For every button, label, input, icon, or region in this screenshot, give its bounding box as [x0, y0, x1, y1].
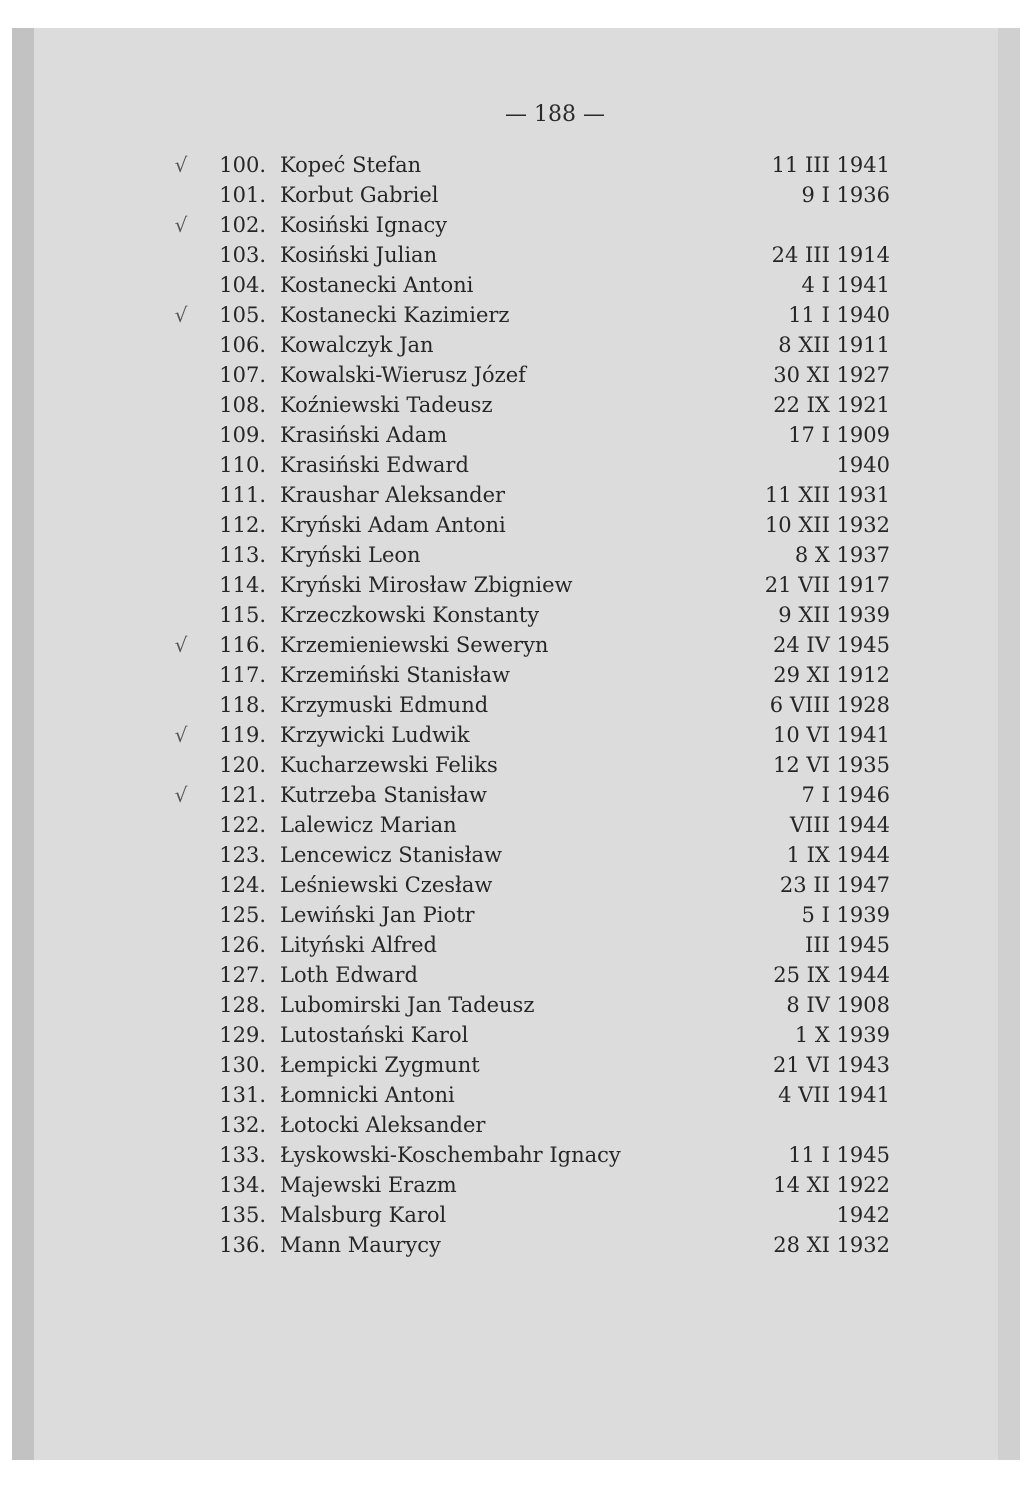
list-item [0, 210, 1024, 240]
page-number: — 188 — [505, 102, 605, 127]
entry-number: 117. [219, 663, 266, 687]
entry-number: 123. [219, 843, 266, 867]
entry-number: 129. [219, 1023, 266, 1047]
entry-number: 132. [219, 1113, 266, 1137]
entry-name: Kowalczyk Jan [280, 333, 434, 357]
entry-name: Kostanecki Kazimierz [280, 303, 510, 327]
list-item [0, 870, 1024, 900]
list-item [0, 420, 1024, 450]
entry-date: 22 IX 1921 [773, 393, 890, 417]
list-item [0, 1230, 1024, 1260]
list-item [0, 480, 1024, 510]
list-item [0, 930, 1024, 960]
entries-list [0, 150, 1024, 1260]
list-item [0, 990, 1024, 1020]
entry-date: 29 XI 1912 [773, 663, 890, 687]
entry-name: Krzywicki Ludwik [280, 723, 470, 747]
entry-name: Mann Maurycy [280, 1233, 441, 1257]
entry-date: 8 XII 1911 [778, 333, 890, 357]
list-item [0, 150, 1024, 180]
entry-date: 14 XI 1922 [773, 1173, 890, 1197]
entry-number: 136. [219, 1233, 266, 1257]
entry-number: 110. [219, 453, 266, 477]
entry-number: 119. [219, 723, 266, 747]
list-item [0, 1200, 1024, 1230]
entry-date: 1942 [836, 1203, 890, 1227]
list-item [0, 840, 1024, 870]
entry-number: 127. [219, 963, 266, 987]
entry-date: 4 VII 1941 [778, 1083, 890, 1107]
entry-number: 134. [219, 1173, 266, 1197]
entry-name: Kryński Adam Antoni [280, 513, 506, 537]
list-item [0, 960, 1024, 990]
entry-date: 17 I 1909 [788, 423, 890, 447]
entry-date: 30 XI 1927 [773, 363, 890, 387]
list-item [0, 600, 1024, 630]
entry-date: 11 I 1945 [788, 1143, 890, 1167]
entry-number: 133. [219, 1143, 266, 1167]
entry-date: 7 I 1946 [801, 783, 890, 807]
entry-name: Lencewicz Stanisław [280, 843, 502, 867]
entry-date: 25 IX 1944 [773, 963, 890, 987]
entry-name: Koźniewski Tadeusz [280, 393, 493, 417]
entry-name: Kutrzeba Stanisław [280, 783, 488, 807]
list-item [0, 1170, 1024, 1200]
entry-number: 101. [219, 183, 266, 207]
list-item [0, 720, 1024, 750]
entry-name: Loth Edward [280, 963, 418, 987]
entry-date: III 1945 [804, 933, 890, 957]
list-item [0, 1110, 1024, 1140]
entry-date: 24 III 1914 [771, 243, 890, 267]
list-item [0, 630, 1024, 660]
entry-number: 107. [219, 363, 266, 387]
entry-number: 126. [219, 933, 266, 957]
entry-date: 9 I 1936 [801, 183, 890, 207]
check-mark: √ [174, 783, 188, 807]
list-item [0, 570, 1024, 600]
entry-name: Krasiński Edward [280, 453, 469, 477]
entry-name: Krzemiński Stanisław [280, 663, 510, 687]
entry-name: Kostanecki Antoni [280, 273, 474, 297]
entry-number: 118. [219, 693, 266, 717]
entry-date: 5 I 1939 [801, 903, 890, 927]
entry-number: 109. [219, 423, 266, 447]
entry-number: 111. [219, 483, 266, 507]
list-item [0, 300, 1024, 330]
entry-date: 28 XI 1932 [773, 1233, 890, 1257]
entry-name: Leśniewski Czesław [280, 873, 493, 897]
entry-name: Lewiński Jan Piotr [280, 903, 475, 927]
entry-number: 128. [219, 993, 266, 1017]
check-mark: √ [174, 723, 188, 747]
entry-number: 124. [219, 873, 266, 897]
entry-date: 1 IX 1944 [786, 843, 890, 867]
list-item [0, 1080, 1024, 1110]
entry-number: 108. [219, 393, 266, 417]
entry-name: Kraushar Aleksander [280, 483, 506, 507]
entry-date: 4 I 1941 [801, 273, 890, 297]
entry-name: Łyskowski-Koschembahr Ignacy [280, 1143, 621, 1167]
entry-number: 104. [219, 273, 266, 297]
entry-name: Krzymuski Edmund [280, 693, 489, 717]
entry-name: Krzeczkowski Konstanty [280, 603, 540, 627]
list-item [0, 660, 1024, 690]
list-item [0, 510, 1024, 540]
entry-name: Łempicki Zygmunt [280, 1053, 480, 1077]
entry-name: Łotocki Aleksander [280, 1113, 486, 1137]
entry-number: 122. [219, 813, 266, 837]
entry-name: Lalewicz Marian [280, 813, 457, 837]
entry-date: 1 X 1939 [794, 1023, 890, 1047]
entry-date: 8 IV 1908 [786, 993, 890, 1017]
entry-number: 115. [219, 603, 266, 627]
check-mark: √ [174, 153, 188, 177]
list-item [0, 180, 1024, 210]
check-mark: √ [174, 213, 188, 237]
entry-name: Kucharzewski Feliks [280, 753, 498, 777]
entry-number: 125. [219, 903, 266, 927]
entry-number: 130. [219, 1053, 266, 1077]
list-item [0, 690, 1024, 720]
entry-number: 114. [219, 573, 266, 597]
list-item [0, 1050, 1024, 1080]
entry-number: 135. [219, 1203, 266, 1227]
check-mark: √ [174, 633, 188, 657]
entry-number: 121. [219, 783, 266, 807]
entry-date: 8 X 1937 [794, 543, 890, 567]
list-item [0, 780, 1024, 810]
entry-number: 103. [219, 243, 266, 267]
entry-date: 10 VI 1941 [773, 723, 890, 747]
entry-number: 100. [219, 153, 266, 177]
entry-name: Kowalski-Wierusz Józef [280, 363, 526, 387]
entry-number: 120. [219, 753, 266, 777]
list-item [0, 450, 1024, 480]
entry-name: Majewski Erazm [280, 1173, 457, 1197]
entry-name: Kopeć Stefan [280, 153, 422, 177]
list-item [0, 360, 1024, 390]
entry-number: 112. [219, 513, 266, 537]
entry-date: 6 VIII 1928 [769, 693, 890, 717]
entry-date: 10 XII 1932 [764, 513, 890, 537]
entry-date: VIII 1944 [789, 813, 890, 837]
entry-date: 1940 [836, 453, 890, 477]
entry-date: 21 VII 1917 [764, 573, 890, 597]
list-item [0, 900, 1024, 930]
entry-name: Kryński Leon [280, 543, 421, 567]
entry-date: 21 VI 1943 [773, 1053, 890, 1077]
entry-number: 102. [219, 213, 266, 237]
entry-name: Lityński Alfred [280, 933, 437, 957]
list-item [0, 390, 1024, 420]
entry-number: 113. [219, 543, 266, 567]
entry-name: Lubomirski Jan Tadeusz [280, 993, 535, 1017]
entry-date: 24 IV 1945 [773, 633, 890, 657]
entry-date: 11 I 1940 [788, 303, 890, 327]
entry-number: 105. [219, 303, 266, 327]
check-mark: √ [174, 303, 188, 327]
entry-date: 11 III 1941 [771, 153, 890, 177]
entry-number: 106. [219, 333, 266, 357]
entry-name: Malsburg Karol [280, 1203, 447, 1227]
list-item [0, 270, 1024, 300]
entry-name: Lutostański Karol [280, 1023, 469, 1047]
entry-name: Kosiński Julian [280, 243, 438, 267]
entry-name: Kosiński Ignacy [280, 213, 448, 237]
list-item [0, 330, 1024, 360]
entry-date: 23 II 1947 [779, 873, 890, 897]
list-item [0, 540, 1024, 570]
entry-name: Łomnicki Antoni [280, 1083, 455, 1107]
entry-date: 11 XII 1931 [764, 483, 890, 507]
list-item [0, 1020, 1024, 1050]
entry-name: Krasiński Adam [280, 423, 448, 447]
list-item [0, 810, 1024, 840]
entry-name: Krzemieniewski Seweryn [280, 633, 549, 657]
entry-name: Korbut Gabriel [280, 183, 439, 207]
entry-number: 131. [219, 1083, 266, 1107]
entry-name: Kryński Mirosław Zbigniew [280, 573, 573, 597]
list-item [0, 240, 1024, 270]
entry-date: 9 XII 1939 [778, 603, 890, 627]
list-item [0, 1140, 1024, 1170]
entry-number: 116. [219, 633, 266, 657]
list-item [0, 750, 1024, 780]
entry-date: 12 VI 1935 [773, 753, 890, 777]
